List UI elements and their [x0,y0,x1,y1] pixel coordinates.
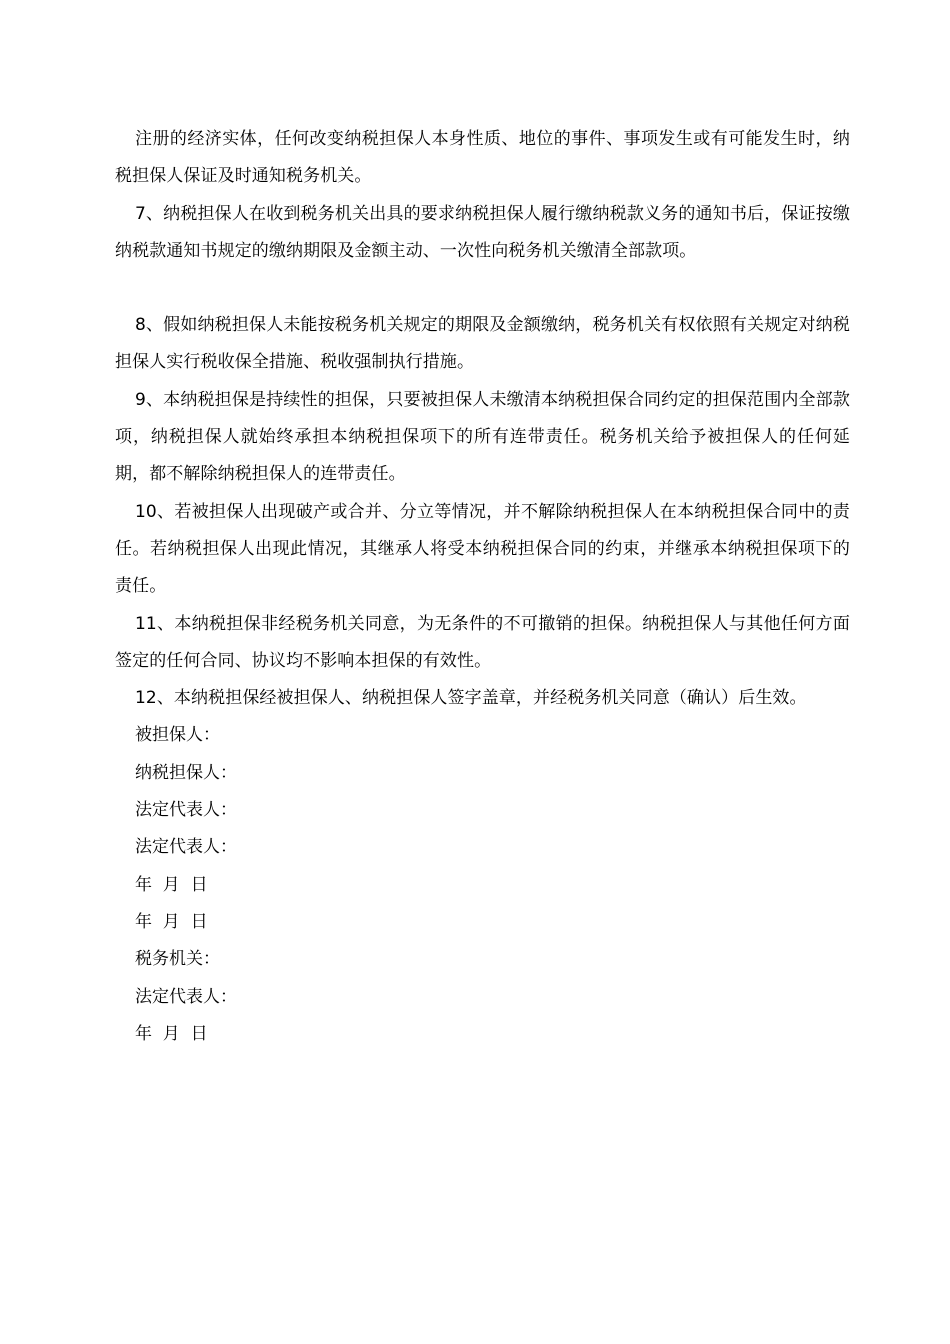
clause-paragraph-7: 7、纳税担保人在收到税务机关出具的要求纳税担保人履行缴纳税款义务的通知书后，保证按缴纳税款通知书规定的缴纳期限及金额主动、一次性向税务机关缴清全部款项。 [115,203,850,261]
tax-guarantor-label: 纳税担保人： [135,762,237,783]
legal-representative-label: 法定代表人： [135,837,237,858]
guaranteed-party-label: 被担保人： [135,725,220,746]
clause-paragraph-9: 9、本纳税担保是持续性的担保，只要被担保人未缴清本纳税担保合同约定的担保范围内全部款项，纳税担保人就始终承担本纳税担保项下的所有连带责任。税务机关给予被担保人的任何延期，都不解除纳税担保人的连带责任。 [115,389,850,485]
document-body [115,121,850,1053]
clause-paragraph-12: 12、本纳税担保经被担保人、纳税担保人签字盖章，并经税务机关同意（确认）后生效。 [135,688,807,709]
clause-paragraph-8: 8、假如纳税担保人未能按税务机关规定的期限及金额缴纳，税务机关有权依照有关规定对纳税担保人实行税收保全措施、税收强制执行措施。 [115,315,850,373]
clause-paragraph-10: 10、若被担保人出现破产或合并、分立等情况，并不解除纳税担保人在本纳税担保合同中的责任。若纳税担保人出现此情况，其继承人将受本纳税担保合同的约束，并继承本纳税担保项下的责任。 [115,501,850,597]
legal-representative-label: 法定代表人： [135,986,237,1007]
date-line: 年 月 日 [135,1023,208,1044]
legal-representative-label: 法定代表人： [135,800,237,821]
date-line: 年 月 日 [135,911,208,932]
clause-paragraph-continuation: 注册的经济实体，任何改变纳税担保人本身性质、地位的事件、事项发生或有可能发生时，纳税担保人保证及时通知税务机关。 [115,129,850,187]
clause-paragraph-11: 11、本纳税担保非经税务机关同意，为无条件的不可撤销的担保。纳税担保人与其他任何方面签定的任何合同、协议均不影响本担保的有效性。 [115,613,850,671]
tax-authority-label: 税务机关： [135,949,220,970]
date-line: 年 月 日 [135,874,208,895]
